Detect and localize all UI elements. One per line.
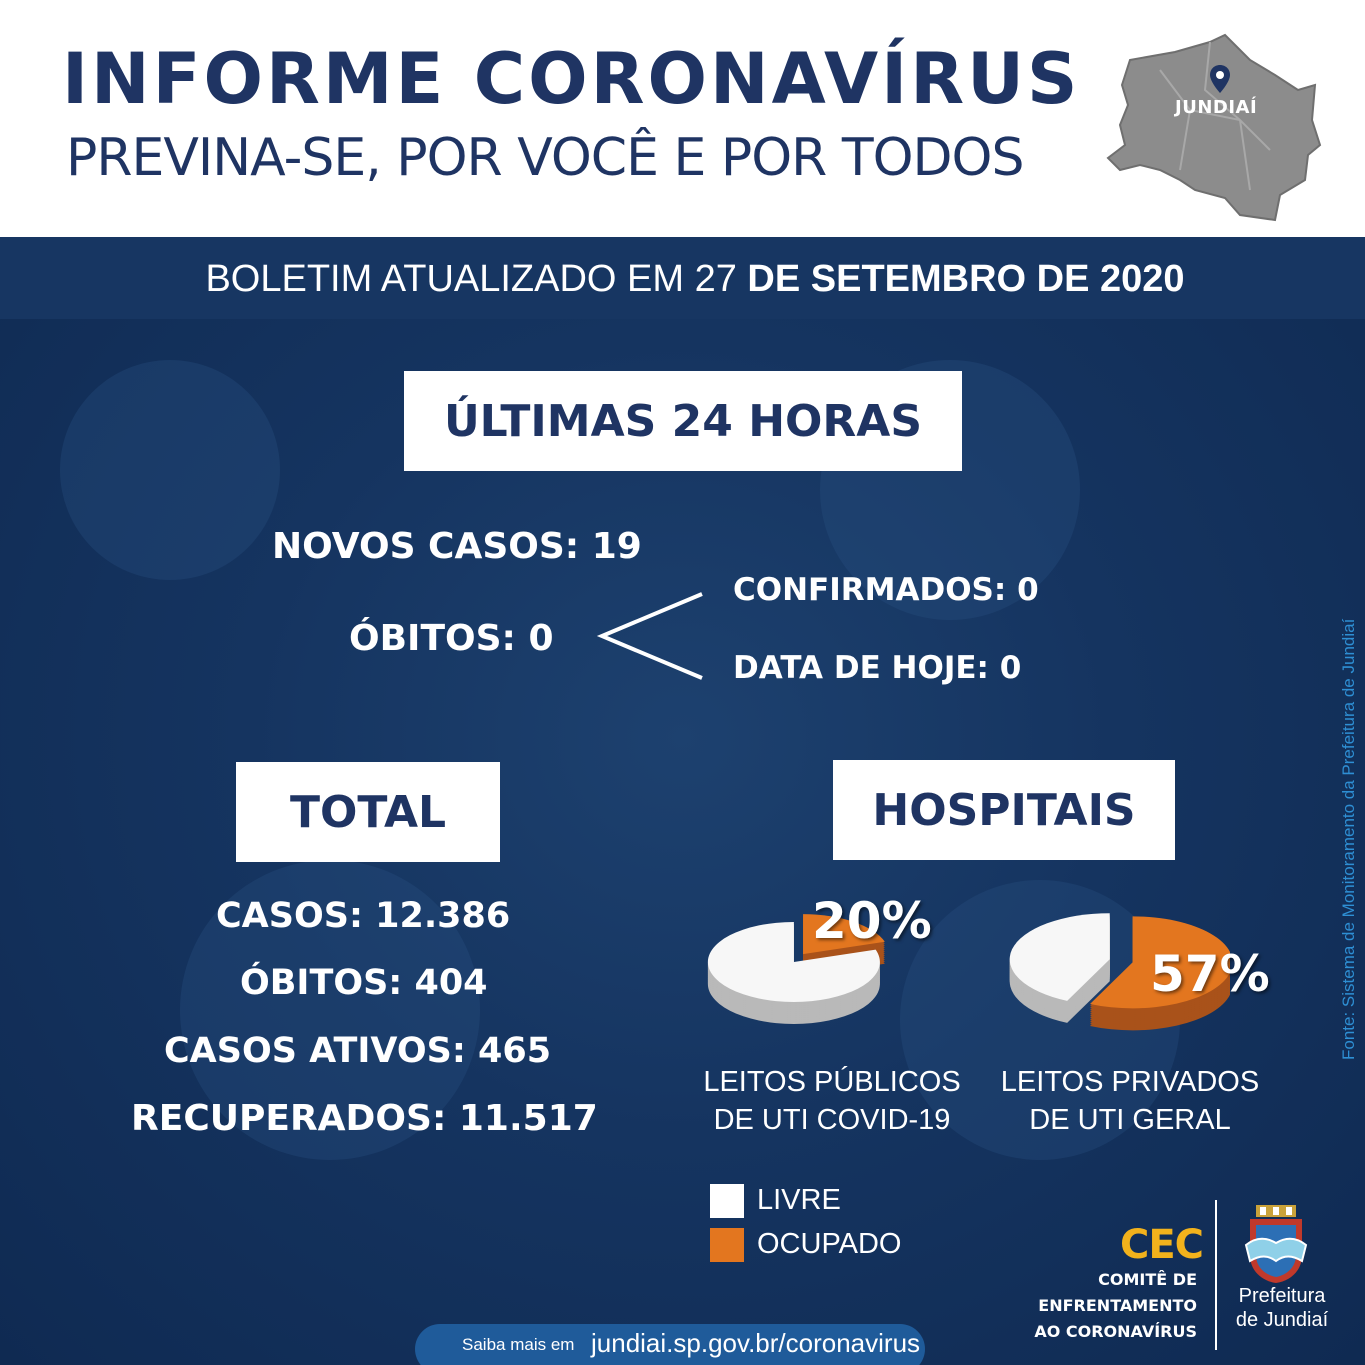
prefeitura-line-2: de Jundiaí xyxy=(1235,1309,1329,1331)
last24-heading xyxy=(404,371,962,471)
prefeitura-logo-text xyxy=(1222,1284,1342,1332)
private-beds-label-line1: LEITOS PRIVADOS xyxy=(1000,1066,1260,1098)
cec-line-1: COMITÊ DE xyxy=(1098,1270,1197,1289)
total-heading-text: TOTAL xyxy=(289,786,447,838)
legend-free-label: LIVRE xyxy=(757,1184,841,1216)
cec-logo: CEC xyxy=(1120,1222,1204,1268)
hospitals-heading xyxy=(833,760,1175,860)
total-deaths: ÓBITOS: 404 xyxy=(240,963,488,1003)
legend-occupied-swatch xyxy=(710,1228,744,1262)
confirmed-deaths: CONFIRMADOS: 0 xyxy=(733,572,1039,608)
bulletin-date xyxy=(0,258,1365,301)
public-beds-label-line2: DE UTI COVID-19 xyxy=(713,1104,951,1136)
page-title: INFORME CORONAVÍRUS xyxy=(62,38,1081,120)
jundiai-map-icon xyxy=(1100,30,1325,225)
cec-line-3: AO CORONAVÍRUS xyxy=(1034,1322,1197,1341)
legend-free-swatch xyxy=(710,1184,744,1218)
virus-decoration xyxy=(60,360,280,580)
footer-lead: Saiba mais em xyxy=(462,1335,575,1354)
today-deaths: DATA DE HOJE: 0 xyxy=(733,650,1022,686)
legend-occupied-label: OCUPADO xyxy=(757,1228,902,1260)
private-beds-label xyxy=(990,1063,1270,1139)
private-beds-percent: 57% xyxy=(1150,945,1270,1003)
public-beds-label-line1: LEITOS PÚBLICOS xyxy=(703,1066,961,1098)
logo-divider xyxy=(1215,1200,1217,1350)
total-recovered: RECUPERADOS: 11.517 xyxy=(131,1098,598,1139)
page-subtitle: PREVINA-SE, POR VOCÊ E POR TODOS xyxy=(66,128,1024,188)
footer-link[interactable]: jundiai.sp.gov.br/coronavirus xyxy=(591,1328,921,1358)
private-beds-label-line2: DE UTI GERAL xyxy=(1029,1104,1231,1136)
new-cases: NOVOS CASOS: 19 xyxy=(272,526,642,567)
cec-line-2: ENFRENTAMENTO xyxy=(1038,1296,1197,1315)
bulletin-date-bold: DE SETEMBRO DE 2020 xyxy=(747,258,1185,300)
source-note: Fonte: Sistema de Monitoramento da Prefeitura de Jundiaí xyxy=(1339,618,1358,1060)
last24-heading-text: ÚLTIMAS 24 HORAS xyxy=(443,395,923,447)
public-beds-label xyxy=(692,1063,972,1139)
map-label: JUNDIAÍ xyxy=(1175,97,1258,118)
jundiai-crest-icon xyxy=(1242,1205,1310,1285)
total-cases: CASOS: 12.386 xyxy=(216,896,511,936)
hospitals-heading-text: HOSPITAIS xyxy=(872,784,1136,836)
chevron-left-icon xyxy=(596,591,706,681)
location-pin-icon xyxy=(1209,64,1231,94)
total-active-cases: CASOS ATIVOS: 465 xyxy=(164,1031,552,1071)
deaths-24h: ÓBITOS: 0 xyxy=(349,618,554,659)
public-beds-percent: 20% xyxy=(812,892,932,950)
bulletin-prefix: BOLETIM ATUALIZADO EM 27 xyxy=(205,258,748,300)
prefeitura-line-1: Prefeitura xyxy=(1238,1285,1326,1307)
total-heading xyxy=(236,762,500,862)
